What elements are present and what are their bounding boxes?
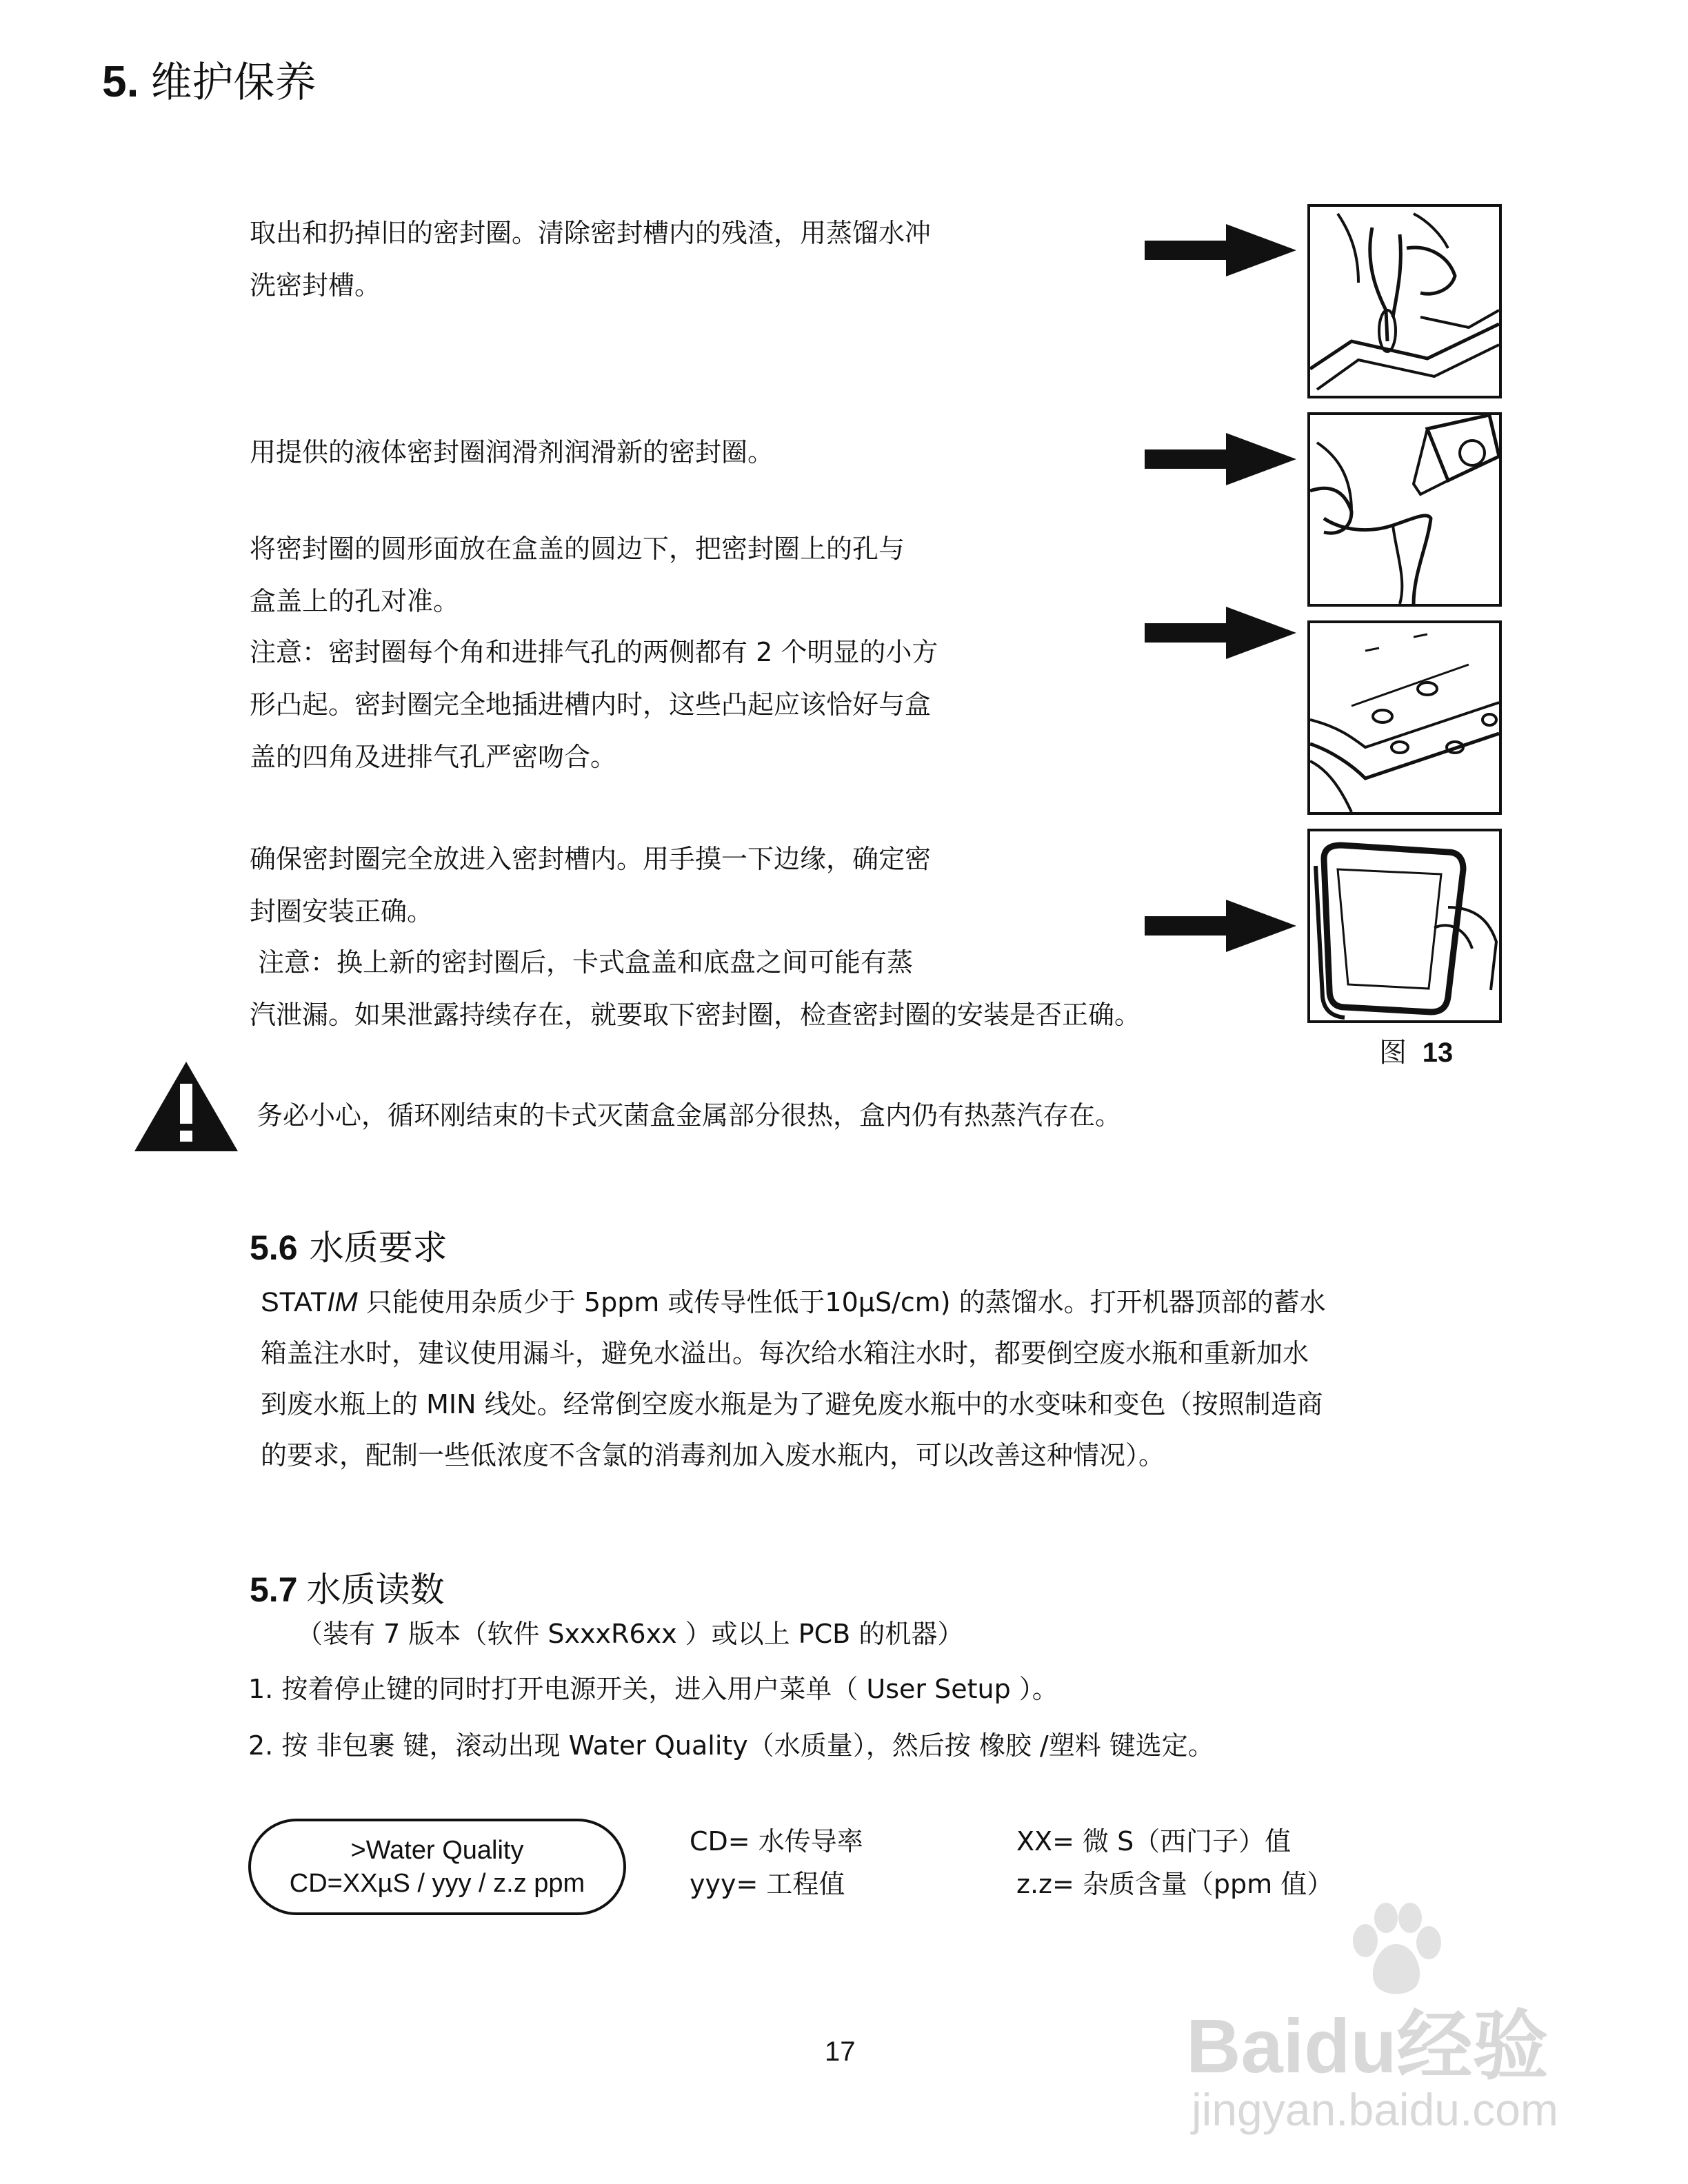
section-5-6-heading [250, 1220, 448, 1270]
warning-text: 务必小心，循环刚结束的卡式灭菌盒金属部分很热，盒内仍有热蒸汽存在。 [257, 1100, 1122, 1131]
check-gasket-illustration [1310, 831, 1499, 1020]
section-5-7-heading [250, 1562, 445, 1612]
section-5-7-step-2: 2. 按 非包裹 键，滚动出现 Water Quality（水质量），然后按 橡胶 /塑料 键选定。 [248, 1730, 1214, 1761]
figure-label: 图 13 [1379, 1037, 1454, 1069]
legend-right [1016, 1820, 1333, 1905]
section-5-7-note: （装有 7 版本（软件 SxxxR6xx ）或以上 PCB 的机器） [297, 1619, 964, 1649]
page-number: 17 [825, 2036, 856, 2067]
legend-zz: z.z= 杂质含量（ppm 值） [1016, 1869, 1334, 1899]
brand-name: STATIM [261, 1287, 358, 1317]
warning-triangle-icon [134, 1062, 238, 1151]
paw-logo-icon [1345, 1903, 1448, 1999]
figure-panel-lubricate-gasket [1307, 412, 1502, 607]
hand-remove-gasket-illustration [1310, 207, 1499, 396]
section-number: 5.7 [250, 1570, 298, 1609]
arrow-right-icon [1145, 224, 1296, 276]
step-3-note: 注意：密封圈每个角和进排气孔的两侧都有 2 个明显的小方 形凸起。密封圈完全地插进槽内时，这些凸起应该恰好与盒 盖的四角及进排气孔严密吻合。 [250, 637, 938, 772]
arrow-right-icon [1145, 900, 1296, 952]
step-4-text: 确保密封圈完全放进入密封槽内。用手摸一下边缘，确定密 封圈安装正确。 [250, 844, 932, 927]
legend-xx: XX= 微 S（西门子）值 [1016, 1826, 1292, 1857]
chapter-heading [102, 50, 316, 109]
chapter-title: 维护保养 [150, 59, 316, 107]
lcd-line-1: >Water Quality [350, 1836, 524, 1865]
figure-panel-align-gasket [1307, 620, 1502, 815]
figure-panel-check-gasket [1307, 829, 1502, 1023]
legend-left [690, 1820, 863, 1905]
step-3-text: 将密封圈的圆形面放在盒盖的圆边下，把密封圈上的孔与 盒盖上的孔对准。 [250, 534, 905, 616]
align-gasket-illustration [1310, 623, 1499, 812]
section-5-6-body: STATIM 只能使用杂质少于 5ppm 或传导性低于10μS/cm) 的蒸馏水。打开机器顶部的蓄水 箱盖注水时，建议使用漏斗，避免水溢出。每次给水箱注水时，都要倒空废水瓶和重新加水 到废水瓶上的 MIN 线处。经常倒空废水瓶是为了避免废水瓶中的水变味和变色（按照制造商 的要求，配制一些低浓度不含氯的消毒剂加入废水瓶内，可以改善这种情况）。 [261, 1287, 1326, 1470]
section-5-7-step-1: 1. 按着停止键的同时打开电源开关，进入用户菜单（ User Setup ）。 [248, 1674, 1058, 1704]
legend-cd: CD= 水传导率 [690, 1826, 863, 1857]
lcd-line-2: CD=XXµS / yyy / z.z ppm [289, 1869, 585, 1898]
step-2-text: 用提供的液体密封圈润滑剂润滑新的密封圈。 [250, 437, 774, 467]
arrow-right-icon [1145, 433, 1296, 485]
section-title: 水质要求 [309, 1228, 448, 1268]
step-1-text: 取出和扔掉旧的密封圈。清除密封槽内的残渣，用蒸馏水冲 洗密封槽。 [250, 218, 932, 301]
lcd-display [248, 1819, 626, 1915]
lubricate-gasket-illustration [1310, 415, 1499, 604]
legend-yyy: yyy= 工程值 [690, 1869, 845, 1899]
watermark-url: jingyan.baidu.com [1192, 2084, 1558, 2135]
baidu-watermark [1186, 1903, 1614, 2151]
section-title: 水质读数 [306, 1570, 445, 1610]
arrow-right-icon [1145, 607, 1296, 659]
chapter-number: 5. [102, 57, 139, 106]
section-number: 5.6 [250, 1228, 298, 1267]
figure-panel-remove-gasket [1307, 204, 1502, 398]
watermark-brand: Baidu经验 [1186, 2004, 1549, 2089]
step-4-note: 注意：换上新的密封圈后，卡式盒盖和底盘之间可能有蒸 汽泄漏。如果泄露持续存在，就要取下密封圈，检查密封圈的安装是否正确。 [250, 947, 1141, 1030]
